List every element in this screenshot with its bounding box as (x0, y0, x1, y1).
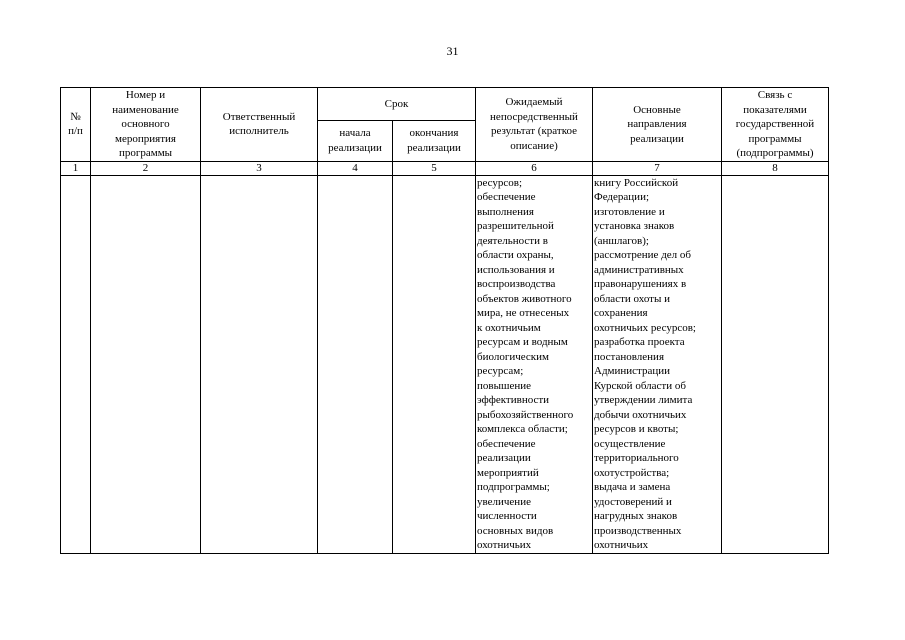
cell-link-indicators (722, 175, 829, 553)
column-number: 8 (722, 161, 829, 175)
column-number: 7 (593, 161, 722, 175)
column-number: 2 (91, 161, 201, 175)
header-end: окончания реализации (393, 120, 476, 161)
header-executor: Ответственный исполнитель (201, 88, 318, 162)
page-number: 31 (446, 44, 459, 58)
cell-event-name (91, 175, 201, 553)
table-row (61, 175, 829, 553)
header-start: начала реализации (318, 120, 393, 161)
header-main-directions: Основные направления реализации (593, 88, 722, 162)
column-number: 3 (201, 161, 318, 175)
header-expected-result: Ожидаемый непосредственный результат (краткое описание) (476, 88, 593, 162)
header-term: Срок (318, 88, 476, 121)
cell-end (393, 175, 476, 553)
header-event-name: Номер и наименование основного мероприятия программы (91, 88, 201, 162)
cell-executor (201, 175, 318, 553)
column-number: 4 (318, 161, 393, 175)
column-numbers-row (61, 161, 829, 175)
cell-expected-result: ресурсов; обеспечение выполнения разрешительной деятельности в области охраны, использования и воспроизводства объектов животного мира, не отнесеных к охотничьим ресурсам и водным биологическим ресурсам; повышение эффективности рыбохозяйственного комплекса области; обеспечение реализации мероприятий подпрограммы; увеличение численности основных видов охотничьих (476, 175, 593, 553)
header-link-indicators: Связь с показателями государственной программы (подпрограммы) (722, 88, 829, 162)
column-number: 5 (393, 161, 476, 175)
column-number: 1 (61, 161, 91, 175)
cell-main-directions: книгу Российской Федерации; изготовление и установка знаков (аншлагов); рассмотрение дел об административных правонарушениях в области охоты и сохранения охотничьих ресурсов; разработка проекта постановления Администрации Курской области об утверждении лимита добычи охотничьих ресурсов и квоты; осуществление территориального охотустройства; выдача и замена удостоверений и нагрудных знаков производственных охотничьих (593, 175, 722, 553)
header-number: № п/п (61, 88, 91, 162)
activities-table (60, 87, 829, 554)
cell-number (61, 175, 91, 553)
cell-start (318, 175, 393, 553)
column-number: 6 (476, 161, 593, 175)
